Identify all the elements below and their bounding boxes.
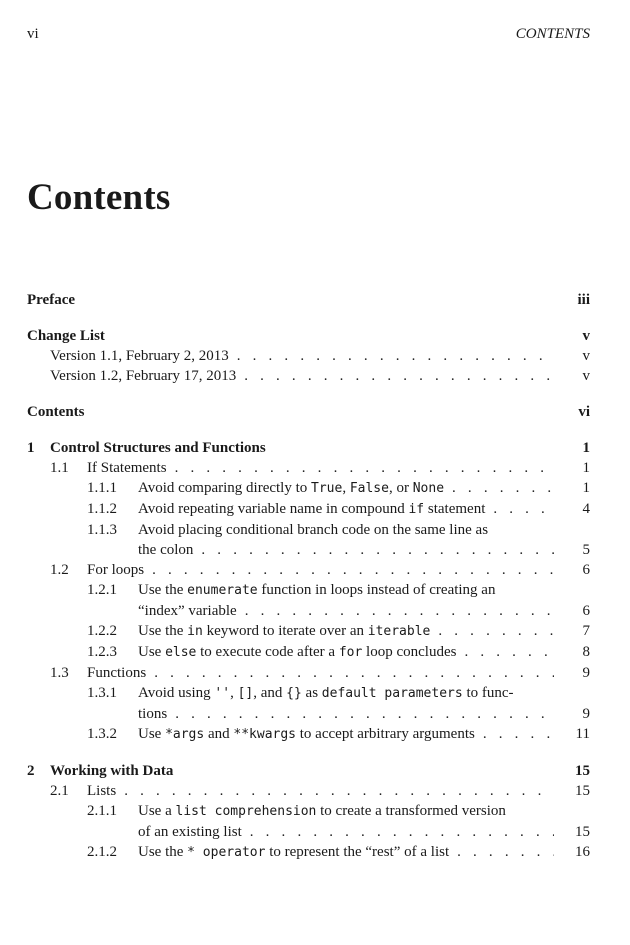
toc-text: to func-: [462, 685, 514, 701]
toc-number: 1: [27, 440, 35, 456]
toc-number: 1.3.2: [87, 726, 117, 742]
toc-code: list comprehension: [175, 804, 317, 819]
toc-page: 6: [582, 562, 590, 578]
toc-number: 2.1: [50, 783, 69, 799]
toc-code: for: [338, 645, 363, 660]
toc-page: 9: [582, 665, 590, 681]
running-header-title: CONTENTS: [515, 26, 590, 42]
toc-label-continued: “index” variable: [138, 603, 237, 619]
toc-number: 1.2.1: [87, 582, 117, 598]
toc-code: None: [412, 481, 445, 496]
toc-page: v: [582, 368, 590, 384]
dot-leader: [116, 781, 554, 801]
toc-label-continued: of an existing list: [138, 824, 242, 840]
toc-entry-1-3-1[interactable]: [27, 683, 590, 724]
toc-text: ,: [342, 480, 350, 496]
dot-leader: [430, 621, 554, 641]
toc-entry-2-1-1[interactable]: [27, 801, 590, 842]
toc-entry-1-1-2[interactable]: [27, 499, 590, 520]
toc-entry-1-3-2[interactable]: [27, 724, 590, 745]
toc-label-continued: the colon: [138, 542, 194, 558]
toc-text: to accept arbitrary arguments: [296, 726, 475, 742]
toc-number: 2.1.1: [87, 803, 117, 819]
toc-page: 15: [575, 824, 590, 840]
toc-number: 1.3.1: [87, 685, 117, 701]
toc-code: *args: [165, 727, 205, 742]
toc-page: 15: [575, 763, 590, 779]
toc-text: keyword to iterate over an: [202, 623, 368, 639]
toc-text: statement: [424, 501, 486, 517]
dot-leader: [485, 499, 554, 519]
toc-text: as: [301, 685, 322, 701]
toc-label: Version 1.1, February 2, 2013: [50, 348, 229, 364]
toc-page: 6: [582, 603, 590, 619]
toc-page: v: [582, 348, 590, 364]
toc-page: iii: [577, 292, 590, 308]
toc-label: Control Structures and Functions: [50, 440, 266, 456]
toc-text: ,: [230, 685, 238, 701]
dot-leader: [242, 822, 554, 842]
toc-code: **kwargs: [233, 727, 297, 742]
toc-code: if: [408, 502, 425, 517]
toc-label: Change List: [27, 328, 105, 344]
toc-code: {}: [286, 686, 302, 701]
toc-entry-contents[interactable]: [27, 402, 590, 422]
toc-page: 8: [582, 644, 590, 660]
toc-number: 1.2.3: [87, 644, 117, 660]
toc-label: Lists: [87, 783, 117, 799]
toc-label: Preface: [27, 292, 76, 308]
page-title: Contents: [27, 177, 171, 218]
toc-page: v: [582, 328, 590, 344]
toc-code: False: [349, 481, 389, 496]
toc-entry-1-2[interactable]: [27, 560, 590, 580]
toc-text: , and: [253, 685, 287, 701]
toc-text: Use the: [138, 582, 188, 598]
toc-label: Functions: [87, 665, 147, 681]
toc-entry-change-list[interactable]: [27, 326, 590, 346]
toc-number: 1.1.1: [87, 480, 117, 496]
dot-leader: [229, 346, 554, 366]
toc-label: Avoid placing conditional branch code on the same line as: [138, 522, 489, 538]
toc-code: []: [237, 686, 254, 701]
toc-text: Use a: [138, 803, 176, 819]
toc-page: 7: [582, 623, 590, 639]
dot-leader: [193, 540, 554, 560]
toc-number: 1.1.3: [87, 522, 117, 538]
toc-code: True: [311, 481, 343, 496]
dot-leader: [475, 724, 554, 744]
dot-leader: [236, 366, 554, 386]
toc-text: Avoid using: [138, 685, 215, 701]
toc-code: else: [165, 645, 197, 660]
toc-page: 11: [575, 726, 590, 742]
toc-text: to represent the “rest” of a list: [265, 844, 450, 860]
toc-code: '': [214, 686, 231, 701]
dot-leader: [167, 458, 554, 478]
toc-label: For loops: [87, 562, 145, 578]
toc-page: 5: [582, 542, 590, 558]
toc-label-continued: tions: [138, 706, 168, 722]
toc-text: Use the: [138, 623, 188, 639]
toc-number: 2.1.2: [87, 844, 117, 860]
toc-entry-version-1-2[interactable]: [27, 366, 590, 386]
toc-entry-chapter-2[interactable]: [27, 761, 590, 781]
toc-number: 1.1: [50, 460, 69, 476]
toc-entry-1-2-3[interactable]: [27, 642, 590, 663]
toc-page: 1: [582, 480, 590, 496]
toc-number: 1.1.2: [87, 501, 117, 517]
toc-label: Version 1.2, February 17, 2013: [50, 368, 237, 384]
toc-label: Working with Data: [50, 763, 174, 779]
toc-entry-chapter-1[interactable]: [27, 438, 590, 458]
toc-text: to create a transformed version: [316, 803, 506, 819]
toc-entry-version-1-1[interactable]: [27, 346, 590, 366]
toc-entry-2-1-2[interactable]: [27, 842, 590, 863]
table-of-contents: [27, 290, 590, 863]
toc-code: in: [187, 624, 203, 639]
toc-entry-1-2-1[interactable]: [27, 580, 590, 621]
dot-leader: [144, 560, 554, 580]
dot-leader: [237, 601, 554, 621]
toc-text: Avoid comparing directly to: [138, 480, 312, 496]
toc-text: loop concludes: [362, 644, 457, 660]
toc-number: 2: [27, 763, 35, 779]
dot-leader: [444, 478, 554, 498]
dot-leader: [449, 842, 554, 862]
toc-number: 1.3: [50, 665, 69, 681]
toc-number: 1.2.2: [87, 623, 117, 639]
toc-page: 15: [575, 783, 590, 799]
toc-entry-1-1[interactable]: [27, 458, 590, 478]
toc-label: If Statements: [87, 460, 167, 476]
toc-code: * operator: [187, 845, 266, 860]
toc-text: Avoid repeating variable name in compound: [138, 501, 409, 517]
dot-leader: [146, 663, 554, 683]
dot-leader: [167, 704, 554, 724]
toc-entry-2-1[interactable]: [27, 781, 590, 801]
toc-text: and: [204, 726, 234, 742]
toc-code: enumerate: [187, 583, 258, 598]
toc-code: iterable: [367, 624, 431, 639]
toc-page: 1: [582, 460, 590, 476]
toc-entry-1-3[interactable]: [27, 663, 590, 683]
toc-page: 16: [575, 844, 590, 860]
toc-text: , or: [388, 480, 413, 496]
toc-text: Use the: [138, 844, 188, 860]
toc-number: 1.2: [50, 562, 69, 578]
toc-page: 1: [582, 440, 590, 456]
dot-leader: [456, 642, 554, 662]
toc-code: default parameters: [321, 686, 463, 701]
running-header-page-number: vi: [27, 26, 39, 42]
toc-text: function in loops instead of creating an: [257, 582, 496, 598]
toc-entry-1-1-1[interactable]: [27, 478, 590, 499]
toc-entry-1-1-3[interactable]: [27, 520, 590, 560]
toc-text: Use: [138, 644, 166, 660]
toc-text: Use: [138, 726, 166, 742]
toc-entry-1-2-2[interactable]: [27, 621, 590, 642]
toc-entry-preface[interactable]: [27, 290, 590, 310]
toc-page: 9: [582, 706, 590, 722]
toc-label: Contents: [27, 404, 85, 420]
toc-page: 4: [582, 501, 590, 517]
toc-text: to execute code after a: [196, 644, 339, 660]
toc-page: vi: [578, 404, 590, 420]
